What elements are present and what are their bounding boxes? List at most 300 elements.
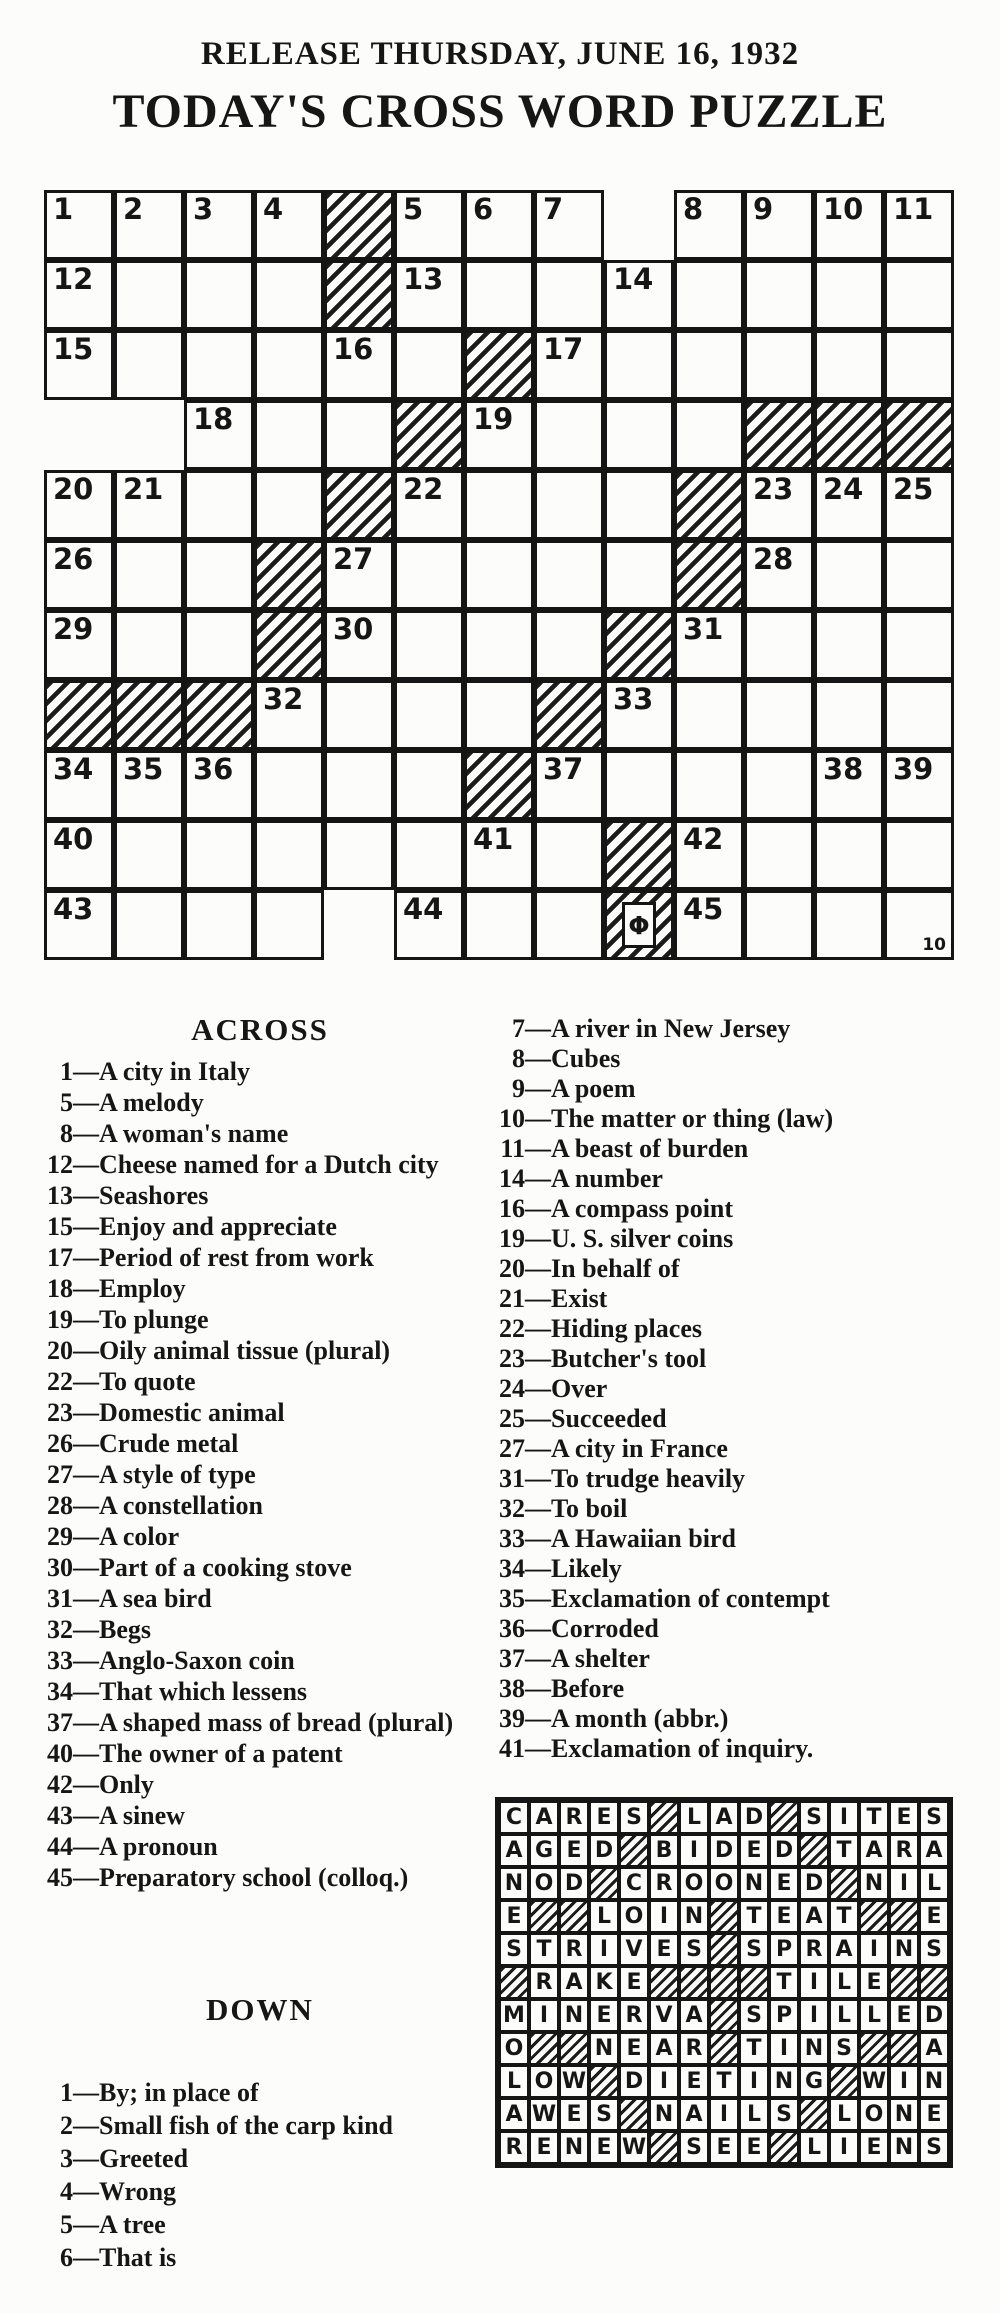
grid-cell[interactable] xyxy=(324,610,394,680)
clue-number: 10— xyxy=(499,1104,551,1133)
solution-letter-cell: E xyxy=(529,2131,559,2164)
solution-letter-cell: E xyxy=(649,1933,679,1966)
grid-cell[interactable] xyxy=(744,470,814,540)
grid-cell[interactable] xyxy=(184,260,254,330)
grid-cell[interactable] xyxy=(44,260,114,330)
syndicate-logo: Φ xyxy=(622,902,656,948)
grid-cell[interactable] xyxy=(884,890,954,960)
solution-black-cell xyxy=(829,2065,859,2098)
solution-letter-cell: R xyxy=(559,1801,589,1834)
grid-cell[interactable] xyxy=(44,470,114,540)
solution-letter-cell: V xyxy=(649,1999,679,2032)
solution-letter-cell: A xyxy=(679,1999,709,2032)
grid-black-cell xyxy=(324,470,394,540)
grid-cell-number: 35 xyxy=(123,752,164,786)
solution-letter-cell: P xyxy=(769,1999,799,2032)
solution-letter-cell: D xyxy=(799,1867,829,1900)
clue xyxy=(497,1224,977,1254)
grid-cell[interactable] xyxy=(394,330,464,400)
solution-black-cell xyxy=(529,2032,559,2065)
clue xyxy=(45,1707,503,1738)
solution-letter-cell: N xyxy=(589,2032,619,2065)
grid-cell[interactable] xyxy=(184,470,254,540)
grid-black-cell xyxy=(254,540,324,610)
clue-text: A woman's name xyxy=(99,1119,289,1148)
solution-letter-cell: I xyxy=(739,2065,769,2098)
grid-black-cell xyxy=(184,680,254,750)
solution-letter-cell: L xyxy=(859,1999,889,2032)
clue-number: 25— xyxy=(499,1404,551,1433)
clue xyxy=(45,1738,503,1769)
grid-cell[interactable] xyxy=(114,820,184,890)
solution-letter-cell: G xyxy=(529,1834,559,1867)
solution-letter-cell: T xyxy=(709,2065,739,2098)
clue xyxy=(497,1524,977,1554)
grid-cell[interactable] xyxy=(534,540,604,610)
grid-cell[interactable] xyxy=(464,190,534,260)
grid-cell-number: 25 xyxy=(893,472,934,506)
grid-cell[interactable] xyxy=(604,680,674,750)
solution-black-cell xyxy=(499,1966,529,1999)
grid-cell[interactable] xyxy=(884,610,954,680)
grid-cell-number: 14 xyxy=(613,262,654,296)
grid-cell[interactable] xyxy=(114,750,184,820)
clue xyxy=(497,1314,977,1344)
grid-cell-number: 7 xyxy=(543,192,564,226)
clue-text: Only xyxy=(99,1770,154,1799)
solution-black-cell xyxy=(889,1966,919,1999)
grid-cell[interactable] xyxy=(744,330,814,400)
clue xyxy=(45,1428,503,1459)
grid-cell[interactable] xyxy=(254,890,324,960)
grid-black-cell xyxy=(394,400,464,470)
solution-black-cell xyxy=(859,1900,889,1933)
grid-cell[interactable] xyxy=(884,540,954,610)
clue-number: 39— xyxy=(499,1704,551,1733)
grid-cell[interactable] xyxy=(814,610,884,680)
grid-cell[interactable] xyxy=(324,400,394,470)
grid-cell[interactable] xyxy=(604,260,674,330)
grid-cell[interactable] xyxy=(884,820,954,890)
solution-black-cell xyxy=(709,1966,739,1999)
clue-number: 23— xyxy=(47,1398,99,1427)
grid-cell[interactable] xyxy=(534,820,604,890)
solution-letter-cell: T xyxy=(529,1933,559,1966)
grid-cell[interactable] xyxy=(884,680,954,750)
grid-cell[interactable] xyxy=(534,190,604,260)
grid-cell[interactable] xyxy=(254,400,324,470)
grid-cell-number: 31 xyxy=(683,612,724,646)
clue xyxy=(497,1164,977,1194)
grid-cell[interactable] xyxy=(184,400,254,470)
clue xyxy=(497,1494,977,1524)
clue xyxy=(497,1374,977,1404)
solution-black-cell xyxy=(589,2065,619,2098)
grid-cell[interactable] xyxy=(114,260,184,330)
grid-cell[interactable] xyxy=(674,820,744,890)
clue xyxy=(45,2109,503,2142)
grid-black-cell xyxy=(534,680,604,750)
solution-letter-cell: I xyxy=(769,2032,799,2065)
grid-cell[interactable] xyxy=(814,890,884,960)
clue-number: 33— xyxy=(47,1646,99,1675)
solution-letter-cell: D xyxy=(619,2065,649,2098)
clue-number: 36— xyxy=(499,1614,551,1643)
solution-letter-cell: E xyxy=(589,1801,619,1834)
grid-cell[interactable] xyxy=(394,750,464,820)
grid-cell[interactable] xyxy=(464,890,534,960)
clue-text: A compass point xyxy=(551,1194,734,1223)
solution-letter-cell: R xyxy=(679,2032,709,2065)
solution-letter-cell: A xyxy=(799,1900,829,1933)
clue-text: Preparatory school (colloq.) xyxy=(99,1863,409,1892)
solution-letter-cell: O xyxy=(859,2098,889,2131)
clue-number: 6— xyxy=(60,2243,99,2272)
grid-cell-number: 13 xyxy=(403,262,444,296)
clue-number: 2— xyxy=(60,2111,99,2140)
solution-letter-cell: S xyxy=(499,1933,529,1966)
grid-cell[interactable] xyxy=(184,190,254,260)
grid-cell-number: 17 xyxy=(543,332,584,366)
clue-number: 1— xyxy=(60,1057,99,1086)
solution-letter-cell: N xyxy=(649,2098,679,2131)
grid-cell[interactable] xyxy=(814,190,884,260)
grid-cell[interactable] xyxy=(884,330,954,400)
grid-cell[interactable] xyxy=(464,260,534,330)
grid-cell[interactable] xyxy=(464,820,534,890)
solution-letter-cell: L xyxy=(919,1867,949,1900)
clue-number: 17— xyxy=(47,1243,99,1272)
grid-cell-number: 44 xyxy=(403,892,444,926)
clue xyxy=(497,1044,977,1074)
grid-cell[interactable] xyxy=(44,330,114,400)
grid-cell[interactable] xyxy=(324,820,394,890)
clue-text: Butcher's tool xyxy=(551,1344,707,1373)
across-heading: ACROSS xyxy=(191,1012,329,1047)
solution-letter-cell: O xyxy=(529,2065,559,2098)
solution-black-cell xyxy=(619,1834,649,1867)
grid-void xyxy=(44,400,114,470)
solution-letter-cell: E xyxy=(769,1867,799,1900)
clue-number: 43— xyxy=(47,1801,99,1830)
grid-cell[interactable] xyxy=(744,750,814,820)
grid-cell-number: 12 xyxy=(53,262,94,296)
clue-text: A color xyxy=(99,1522,180,1551)
grid-cell[interactable] xyxy=(534,750,604,820)
grid-cell[interactable] xyxy=(604,540,674,610)
solution-letter-cell: I xyxy=(799,1999,829,2032)
grid-cell[interactable] xyxy=(114,190,184,260)
grid-cell[interactable] xyxy=(674,400,744,470)
grid-cell[interactable] xyxy=(114,610,184,680)
clue-number: 8— xyxy=(512,1044,551,1073)
grid-cell[interactable] xyxy=(184,750,254,820)
clue-text: By; in place of xyxy=(99,2078,259,2107)
grid-cell[interactable] xyxy=(814,750,884,820)
solution-letter-cell: N xyxy=(919,2065,949,2098)
grid-cell-number: 33 xyxy=(613,682,654,716)
grid-cell[interactable] xyxy=(604,400,674,470)
clue-number: 44— xyxy=(47,1832,99,1861)
grid-cell[interactable] xyxy=(44,820,114,890)
grid-cell[interactable] xyxy=(744,540,814,610)
solution-black-cell xyxy=(559,1900,589,1933)
solution-letter-cell: D xyxy=(919,1999,949,2032)
solution-letter-cell: S xyxy=(679,1933,709,1966)
grid-cell[interactable] xyxy=(674,610,744,680)
clue-text: The owner of a patent xyxy=(99,1739,343,1768)
solution-letter-cell: A xyxy=(499,1834,529,1867)
grid-cell-number: 36 xyxy=(193,752,234,786)
grid-cell[interactable] xyxy=(744,190,814,260)
clue-text: Part of a cooking stove xyxy=(99,1553,352,1582)
solution-black-cell xyxy=(649,1801,679,1834)
solution-letter-cell: A xyxy=(559,1966,589,1999)
grid-cell[interactable] xyxy=(534,470,604,540)
solution-letter-cell: E xyxy=(769,1900,799,1933)
grid-cell[interactable] xyxy=(604,750,674,820)
clue-number: 42— xyxy=(47,1770,99,1799)
grid-cell[interactable] xyxy=(674,680,744,750)
clue-number: 23— xyxy=(499,1344,551,1373)
clue xyxy=(45,1800,503,1831)
grid-cell[interactable] xyxy=(324,680,394,750)
puzzle-grid xyxy=(44,190,954,960)
solution-letter-cell: I xyxy=(649,1900,679,1933)
grid-cell[interactable] xyxy=(534,610,604,680)
grid-cell[interactable] xyxy=(394,540,464,610)
clue xyxy=(497,1584,977,1614)
grid-cell[interactable] xyxy=(394,890,464,960)
clue xyxy=(45,1552,503,1583)
grid-cell-number: 45 xyxy=(683,892,724,926)
grid-cell[interactable] xyxy=(744,260,814,330)
clue xyxy=(45,1056,503,1087)
clue xyxy=(45,1831,503,1862)
solution-letter-cell: I xyxy=(529,1999,559,2032)
grid-cell[interactable] xyxy=(604,470,674,540)
grid-cell-number: 10 xyxy=(823,192,864,226)
grid-cell[interactable] xyxy=(254,750,324,820)
solution-letter-cell: B xyxy=(649,1834,679,1867)
clue xyxy=(45,1149,503,1180)
grid-cell[interactable] xyxy=(534,260,604,330)
solution-black-cell xyxy=(709,1933,739,1966)
grid-cell-number: 42 xyxy=(683,822,724,856)
grid-cell[interactable] xyxy=(464,610,534,680)
clue-number: 12— xyxy=(47,1150,99,1179)
grid-cell[interactable] xyxy=(884,750,954,820)
grid-cell-number: 38 xyxy=(823,752,864,786)
solution-letter-cell: N xyxy=(889,1933,919,1966)
solution-letter-cell: W xyxy=(859,2065,889,2098)
grid-cell[interactable] xyxy=(254,680,324,750)
grid-cell[interactable] xyxy=(44,610,114,680)
grid-black-cell xyxy=(324,190,394,260)
grid-cell[interactable] xyxy=(254,330,324,400)
grid-cell[interactable] xyxy=(674,260,744,330)
grid-cell[interactable] xyxy=(814,820,884,890)
grid-cell[interactable] xyxy=(604,330,674,400)
solution-letter-cell: N xyxy=(559,2131,589,2164)
grid-cell[interactable] xyxy=(114,540,184,610)
solution-letter-cell: I xyxy=(859,1933,889,1966)
clue xyxy=(497,1554,977,1584)
solution-letter-cell: R xyxy=(619,1999,649,2032)
grid-cell[interactable] xyxy=(394,680,464,750)
solution-black-cell xyxy=(559,2032,589,2065)
solution-black-cell xyxy=(709,1900,739,1933)
clue-number: 3— xyxy=(60,2144,99,2173)
clue xyxy=(45,1769,503,1800)
grid-cell[interactable] xyxy=(394,820,464,890)
grid-cell[interactable] xyxy=(814,540,884,610)
grid-black-cell xyxy=(744,400,814,470)
grid-cell[interactable] xyxy=(394,260,464,330)
grid-cell[interactable] xyxy=(814,330,884,400)
solution-letter-cell: E xyxy=(559,1834,589,1867)
grid-black-cell xyxy=(884,400,954,470)
solution-letter-cell: W xyxy=(529,2098,559,2131)
clue-number: 5— xyxy=(60,2210,99,2239)
grid-cell[interactable] xyxy=(184,820,254,890)
clue xyxy=(45,1180,503,1211)
solution-letter-cell: S xyxy=(619,1801,649,1834)
grid-cell[interactable] xyxy=(184,610,254,680)
grid-black-cell xyxy=(464,330,534,400)
grid-cell[interactable] xyxy=(744,890,814,960)
solution-letter-cell: I xyxy=(799,1966,829,1999)
grid-cell[interactable] xyxy=(884,260,954,330)
grid-cell[interactable] xyxy=(254,820,324,890)
grid-cell[interactable] xyxy=(534,330,604,400)
grid-cell[interactable] xyxy=(114,470,184,540)
grid-cell[interactable] xyxy=(184,890,254,960)
grid-cell[interactable] xyxy=(254,190,324,260)
grid-cell[interactable] xyxy=(44,750,114,820)
clue-number: 1— xyxy=(60,2078,99,2107)
grid-cell-number: 6 xyxy=(473,192,494,226)
clue-text: A shaped mass of bread (plural) xyxy=(99,1708,454,1737)
solution-letter-cell: N xyxy=(889,2098,919,2131)
grid-cell[interactable] xyxy=(534,890,604,960)
grid-cell[interactable] xyxy=(744,610,814,680)
solution-black-cell xyxy=(529,1900,559,1933)
puzzle-title: TODAY'S CROSS WORD PUZZLE xyxy=(112,85,888,138)
clue-number: 35— xyxy=(499,1584,551,1613)
solution-letter-cell: S xyxy=(919,1933,949,1966)
grid-cell-number: 40 xyxy=(53,822,94,856)
solution-letter-cell: L xyxy=(679,1801,709,1834)
solution-letter-cell: L xyxy=(499,2065,529,2098)
solution-letter-cell: A xyxy=(919,2032,949,2065)
solution-letter-cell: M xyxy=(499,1999,529,2032)
solution-letter-cell: S xyxy=(679,2131,709,2164)
solution-letter-cell: G xyxy=(799,2065,829,2098)
grid-cell-number: 34 xyxy=(53,752,94,786)
clue-number: 29— xyxy=(47,1522,99,1551)
grid-cell[interactable] xyxy=(464,470,534,540)
clue-number: 18— xyxy=(47,1274,99,1303)
grid-cell[interactable] xyxy=(44,540,114,610)
grid-void xyxy=(114,400,184,470)
grid-cell[interactable] xyxy=(394,470,464,540)
clue-text: To boil xyxy=(551,1494,628,1523)
grid-cell[interactable] xyxy=(184,540,254,610)
solution-letter-cell: A xyxy=(709,1801,739,1834)
solution-letter-cell: E xyxy=(739,2131,769,2164)
grid-cell[interactable] xyxy=(394,190,464,260)
grid-cell[interactable] xyxy=(464,400,534,470)
grid-cell[interactable] xyxy=(254,260,324,330)
grid-cell[interactable] xyxy=(114,330,184,400)
clue-number: 38— xyxy=(499,1674,551,1703)
grid-cell-number: 16 xyxy=(333,332,374,366)
clue-text: A number xyxy=(551,1164,663,1193)
solution-letter-cell: C xyxy=(499,1801,529,1834)
clue xyxy=(45,2208,503,2241)
grid-cell[interactable] xyxy=(324,750,394,820)
solution-letter-cell: K xyxy=(589,1966,619,1999)
grid-cell[interactable] xyxy=(674,330,744,400)
clue xyxy=(45,1118,503,1149)
grid-cell[interactable] xyxy=(324,540,394,610)
grid-cell[interactable] xyxy=(674,890,744,960)
grid-cell-number: 18 xyxy=(193,402,234,436)
clue-text: That which lessens xyxy=(99,1677,308,1706)
clue xyxy=(45,1242,503,1273)
clue-number: 28— xyxy=(47,1491,99,1520)
grid-cell-number: 11 xyxy=(893,192,934,226)
grid-cell[interactable] xyxy=(184,330,254,400)
grid-cell[interactable] xyxy=(674,190,744,260)
grid-cell[interactable] xyxy=(744,680,814,750)
grid-cell[interactable] xyxy=(814,260,884,330)
grid-cell[interactable] xyxy=(394,610,464,680)
clue-text: Oily animal tissue (plural) xyxy=(99,1336,391,1365)
grid-cell[interactable] xyxy=(324,330,394,400)
grid-cell[interactable] xyxy=(884,470,954,540)
grid-cell[interactable] xyxy=(44,190,114,260)
grid-cell[interactable] xyxy=(884,190,954,260)
grid-cell[interactable] xyxy=(814,470,884,540)
clue-text: Enjoy and appreciate xyxy=(99,1212,337,1241)
clue-number: 26— xyxy=(47,1429,99,1458)
clue-number: 30— xyxy=(47,1553,99,1582)
grid-cell[interactable] xyxy=(814,680,884,750)
solution-letter-cell: I xyxy=(709,2098,739,2131)
solution-letter-cell: E xyxy=(499,1900,529,1933)
grid-cell[interactable] xyxy=(534,400,604,470)
clue-text: A Hawaiian bird xyxy=(551,1524,736,1553)
solution-letter-cell: L xyxy=(739,2098,769,2131)
grid-cell-number: 3 xyxy=(193,192,214,226)
solution-letter-cell: S xyxy=(829,2032,859,2065)
grid-cell[interactable] xyxy=(464,680,534,750)
clue-number: 11— xyxy=(500,1134,551,1163)
grid-cell[interactable] xyxy=(114,890,184,960)
clue-text: A river in New Jersey xyxy=(551,1014,791,1043)
grid-cell[interactable] xyxy=(674,750,744,820)
grid-cell[interactable] xyxy=(254,470,324,540)
clue-text: A melody xyxy=(99,1088,204,1117)
grid-cell[interactable] xyxy=(744,820,814,890)
clue-text: Likely xyxy=(551,1554,622,1583)
clue xyxy=(45,2142,503,2175)
down-clue-list-1-6 xyxy=(45,2076,503,2274)
grid-cell[interactable] xyxy=(464,540,534,610)
grid-cell[interactable] xyxy=(44,890,114,960)
